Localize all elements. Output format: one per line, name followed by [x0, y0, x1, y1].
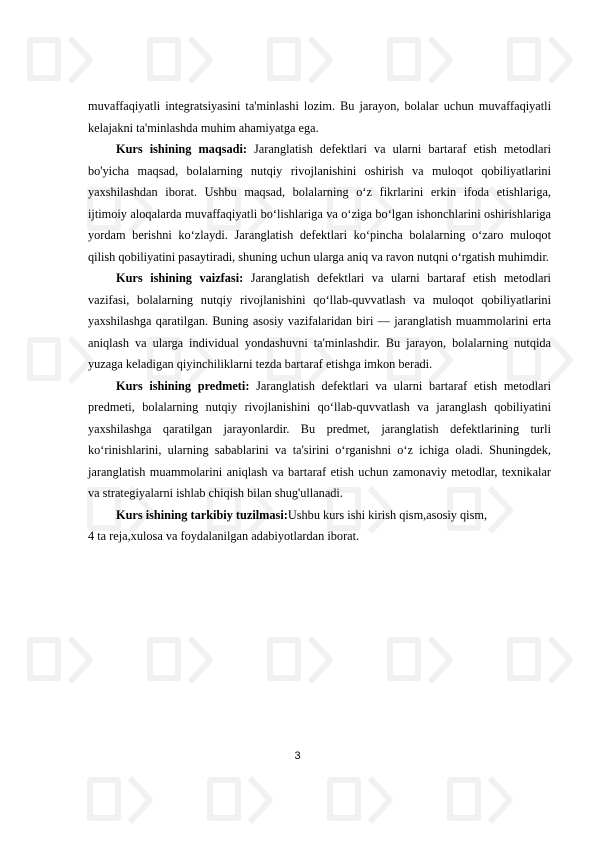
paragraph-structure-continuation — [88, 526, 551, 548]
paragraph-text: Ushbu kurs ishi kirish qism,asosiy qism, — [287, 507, 488, 522]
paragraph-goal — [88, 139, 551, 268]
page-number: 3 — [294, 750, 301, 762]
paragraph-text: Jaranglatish defektlari va ularni bartaraf etish metodlari predmeti, bolalarning nutqiy rivojlanishini qo‘llab-quvvatlash va jaranglash qobiliyatini yaxshilashga qaratilgan jarayonlardir. Bu predmet, jaranglatish defektlarining turli ko‘rinishlarini, ularning sabablarini va ta'sirini o‘rganishni o‘z ichiga oladi. Shuningdek, jaranglatish muammolarini aniqlash va bartaraf etish uchun zamonaviy metodlar, texnikalar va strategiyalarni ishlab chiqish bilan shug'ullanadi. — [88, 378, 551, 500]
paragraph-subject — [88, 376, 551, 505]
paragraph-heading-task: Kurs ishining vaizfasi: — [116, 271, 244, 285]
paragraph-task — [88, 268, 551, 376]
paragraph-heading-structure: Kurs ishining tarkibiy tuzilmasi: — [116, 507, 288, 522]
paragraph-heading-goal: Kurs ishining maqsadi: — [116, 142, 247, 156]
paragraph-text: muvaffaqiyatli integratsiyasini ta'minlashi lozim. Bu jarayon, bolalar uchun muvaffaqiyatli kelajakni ta'minlashda muhim ahamiyatga ega. — [88, 99, 551, 135]
document-body — [88, 96, 551, 548]
paragraph-structure — [88, 505, 551, 527]
paragraph-text: 4 ta reja,xulosa va foydalanilgan adabiyotlardan iborat. — [88, 529, 360, 543]
paragraph-text: Jaranglatish defektlari va ularni bartaraf etish metodlari vazifasi, bolalarning nutqiy rivojlanishini qo‘llab-quvvatlash va muloqot qobiliyatlarini yaxshilashga qaratilgan. Buning asosiy vazifalaridan biri — jaranglatish muammolarini erta aniqlash va ularga individual yondashuvni ta'minlashdir. Bu jarayon, bolalarning nutqida yuzaga keladigan qiyinchiliklarni tezda bartaraf etishga imkon beradi. — [88, 271, 551, 371]
paragraph-heading-subject: Kurs ishining predmeti: — [116, 378, 250, 393]
paragraph-intro-continuation — [88, 96, 551, 139]
paragraph-text: Jaranglatish defektlari va ularni bartaraf etish metodlari bo'yicha maqsad, bolalarning nutqiy rivojlanishini oshirish va muloqot qobiliyatlarini yaxshilashdan iborat. Ushbu maqsad, bolalarning o‘z fikrlarini erkin ifoda etishlariga, ijtimoiy aloqalarda muvaffaqiyatli bo‘lishlariga va o‘ziga bo‘lgan ishonchlarini oshirishlariga yordam berishni ko‘zlaydi. Jaranglatish defektlari ko‘pincha bolalarning o‘zaro muloqot qilish qobiliyatini pasaytiradi, shuning uchun ularga aniq va ravon nutqni o‘rgatish muhimdir. — [88, 142, 551, 264]
